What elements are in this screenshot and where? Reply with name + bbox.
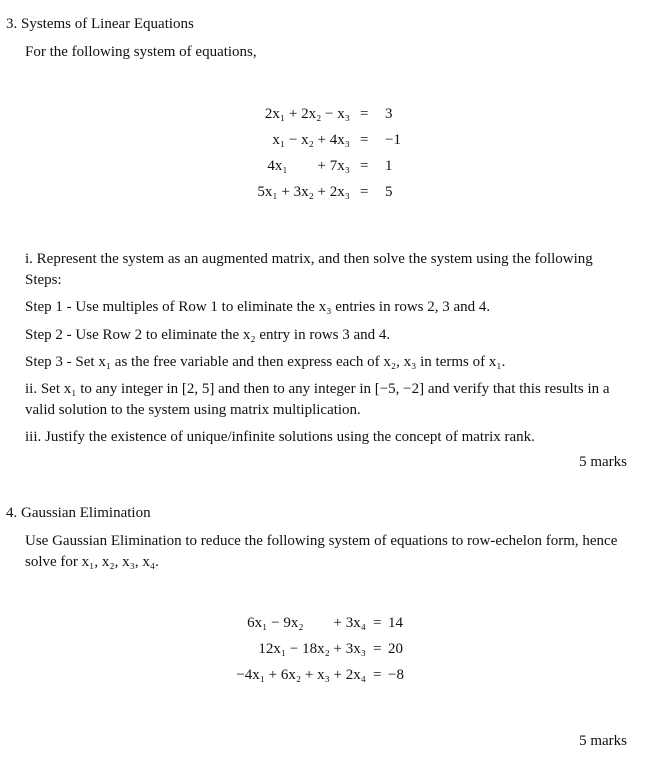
q4-equation-equals: =: [373, 615, 382, 631]
q4-equation-equals: =: [373, 641, 382, 657]
q4-marks: 5 marks: [579, 733, 627, 749]
q3-equation-rhs: 1: [385, 158, 393, 174]
q4-equation-lhs: 6x₁ − 9x₂ + 3x₄: [247, 615, 366, 631]
q3-step-1: Step 1 - Use multiples of Row 1 to eliminate the x₃ entries in rows 2, 3 and 4.: [25, 299, 491, 315]
q4-equation-rhs: 14: [388, 615, 403, 631]
q3-number: 3.: [6, 16, 18, 32]
q3-equation-rhs: 3: [385, 106, 393, 122]
q4-equation-rhs: −8: [388, 667, 404, 683]
q3-header: [6, 16, 194, 33]
q4-number: 4.: [6, 505, 18, 521]
q4-equation-lhs: 12x₁ − 18x₂ + 3x₃: [258, 641, 366, 657]
q3-equation-equals: =: [360, 184, 369, 200]
q3-equation-rhs: −1: [385, 132, 401, 148]
q3-equation-lhs: 5x₁ + 3x₂ + 2x₃: [257, 184, 350, 200]
q3-title: Systems of Linear Equations: [21, 16, 194, 32]
q3-step-2: Step 2 - Use Row 2 to eliminate the x₂ entry in rows 3 and 4.: [25, 327, 391, 343]
q3-equation-equals: =: [360, 106, 369, 122]
q3-marks: 5 marks: [579, 454, 627, 470]
q3-part-ii: ii. Set x₁ to any integer in [2, 5] and then to any integer in [−5, −2] and verify that this results in a valid solution to the system using matrix multiplication.: [25, 381, 610, 418]
q4-equation-rhs: 20: [388, 641, 403, 657]
q4-intro: Use Gaussian Elimination to reduce the following system of equations to row-echelon form, hence solve for x₁, x₂, x₃, x₄.: [25, 533, 618, 570]
q3-equation-rhs: 5: [385, 184, 393, 200]
q3-part-iii: iii. Justify the existence of unique/infinite solutions using the concept of matrix rank.: [25, 429, 535, 445]
q3-equation-equals: =: [360, 132, 369, 148]
q3-equation-lhs: x₁ − x₂ + 4x₃: [272, 132, 350, 148]
q3-part-i: i. Represent the system as an augmented matrix, and then solve the system using the following Steps:: [25, 251, 593, 288]
q3-equation-lhs: 4x₁ + 7x₃: [267, 158, 350, 174]
q3-step-3: Step 3 - Set x₁ as the free variable and then express each of x₂, x₃ in terms of x₁.: [25, 354, 506, 370]
q4-header: [6, 505, 151, 522]
q3-equation-equals: =: [360, 158, 369, 174]
q3-equation-lhs: 2x₁ + 2x₂ − x₃: [264, 106, 350, 122]
q4-equation-lhs: −4x₁ + 6x₂ + x₃ + 2x₄: [236, 667, 366, 683]
q3-intro: For the following system of equations,: [25, 44, 257, 60]
q4-equation-equals: =: [373, 667, 382, 683]
q4-title: Gaussian Elimination: [21, 505, 151, 521]
